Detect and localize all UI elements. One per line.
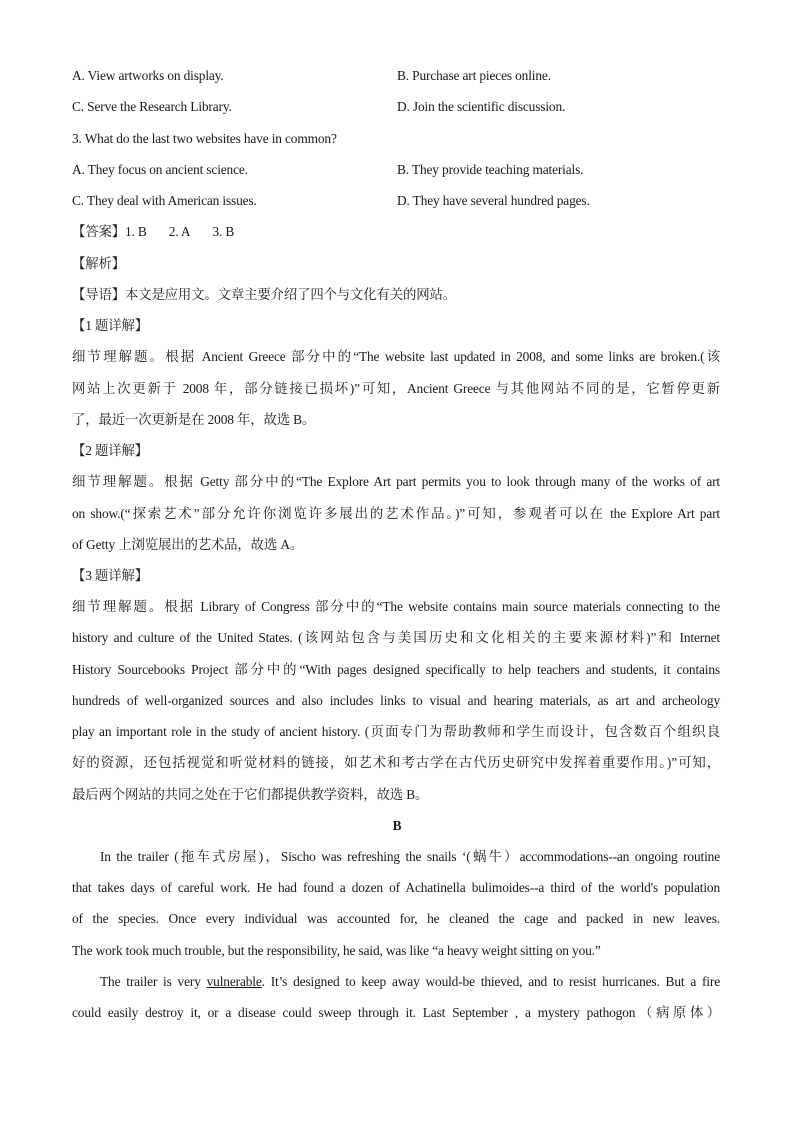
detail3-label: 【3 题详解】 xyxy=(72,568,148,583)
detail1-line: 细节理解题。根据 Ancient Greece 部分中的“The website last updated in 2008, and some links are broken.(该 xyxy=(72,349,720,364)
detail3-line: hundreds of well-organized sources and also includes links to visual and hearing materials, as art and archeology xyxy=(72,693,720,708)
q3-question: 3. What do the last two websites have in common? xyxy=(72,131,337,146)
q2-option-b: B. Purchase art pieces online. xyxy=(397,68,551,83)
detail3-line: 最后两个网站的共同之处在于它们都提供教学资料，故选 B。 xyxy=(72,787,429,802)
passage-line: of the species. Once every individual was accounted for, he cleaned the cage and packed in new leaves. xyxy=(72,911,720,926)
answer-3: 3. B xyxy=(212,224,235,239)
detail3-line: history and culture of the United States. (该网站包含与美国历史和文化相关的主要来源材料)”和 Internet xyxy=(72,630,720,645)
detail2-line: of Getty 上浏览展出的艺术品，故选 A。 xyxy=(72,537,304,552)
passage-text: The trailer is very xyxy=(100,974,207,989)
detail1-label: 【1 题详解】 xyxy=(72,318,148,333)
q2-option-a: A. View artworks on display. xyxy=(72,68,224,83)
detail2-line: on show.(“探索艺术”部分允许你浏览许多展出的艺术作品。)”可知，参观者可以在 the Explore Art part xyxy=(72,506,720,521)
detail1-line: 了，最近一次更新是在 2008 年，故选 B。 xyxy=(72,412,316,427)
passage-line: In the trailer (拖车式房屋)，Sischo was refreshing the snails ‘(蜗牛）accommodations--an ongoing routine xyxy=(100,849,720,864)
q2-option-c: C. Serve the Research Library. xyxy=(72,99,232,114)
underlined-word: vulnerable xyxy=(206,974,262,989)
answer-1: 1. B xyxy=(124,224,147,239)
passage-text: . It’s designed to keep away would-be thieved, and to resist hurricanes. But a fire xyxy=(261,974,720,989)
passage-line: could easily destroy it, or a disease could sweep through it. Last September , a mystery pathogon（病原体） xyxy=(72,1005,720,1020)
detail2-line: 细节理解题。根据 Getty 部分中的“The Explore Art part permits you to look through many of the works of art xyxy=(72,474,720,489)
answer-2: 2. A xyxy=(168,224,191,239)
detail3-line: 好的资源，还包括视觉和听觉材料的链接，如艺术和考古学在古代历史研究中发挥着重要作用。)”可知， xyxy=(72,755,720,770)
q3-option-c: C. They deal with American issues. xyxy=(72,193,257,208)
passage-line: The work took much trouble, but the responsibility, he said, was like “a heavy weight sitting on you.” xyxy=(72,943,601,958)
answer-line xyxy=(72,223,234,241)
passage-line: that takes days of careful work. He had found a dozen of Achatinella bulimoides--a third of the world's population xyxy=(72,880,720,895)
analysis-label: 【解析】 xyxy=(72,256,125,271)
detail3-line: 细节理解题。根据 Library of Congress 部分中的“The website contains main source materials connecting to the xyxy=(72,599,720,614)
guide-text: 【导语】本文是应用文。文章主要介绍了四个与文化有关的网站。 xyxy=(72,287,456,302)
answer-label: 【答案】 xyxy=(72,224,125,239)
section-heading: B xyxy=(392,818,402,833)
q3-option-a: A. They focus on ancient science. xyxy=(72,162,248,177)
q3-option-b: B. They provide teaching materials. xyxy=(397,162,584,177)
detail3-line: play an important role in the study of ancient history. (页面专门为帮助教师和学生而设计，包含数百个组织良 xyxy=(72,724,720,739)
q3-option-d: D. They have several hundred pages. xyxy=(397,193,590,208)
passage-paragraph-2 xyxy=(100,973,720,991)
detail2-label: 【2 题详解】 xyxy=(72,443,148,458)
detail3-line: History Sourcebooks Project 部分中的“With pages designed specifically to help teachers and students, it contains xyxy=(72,662,720,677)
q2-option-d: D. Join the scientific discussion. xyxy=(397,99,566,114)
detail1-line: 网站上次更新于 2008 年，部分链接已损坏)”可知，Ancient Greece 与其他网站不同的是，它暂停更新 xyxy=(72,381,720,396)
